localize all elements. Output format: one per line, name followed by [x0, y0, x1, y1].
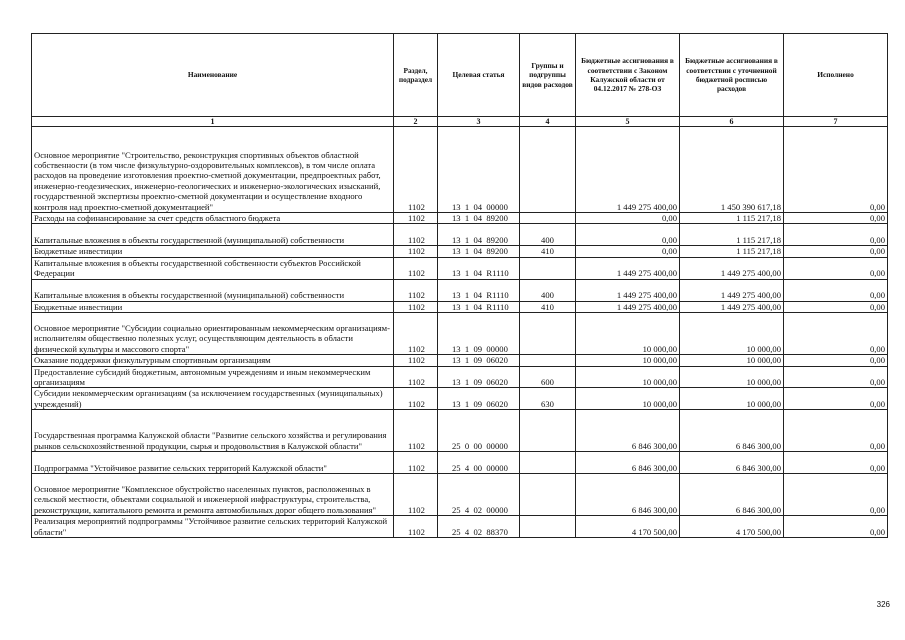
header-article: Целевая статья — [438, 34, 520, 117]
row-article: 13 1 04 R1110 — [438, 301, 520, 312]
page-number: 326 — [876, 600, 890, 609]
row-group: 410 — [520, 246, 576, 257]
row-article: 13 1 04 89200 — [438, 224, 520, 246]
row-revised-allocation: 1 449 275 400,00 — [680, 301, 784, 312]
row-executed: 0,00 — [784, 279, 888, 301]
row-section: 1102 — [394, 516, 438, 538]
row-revised-allocation: 1 115 217,18 — [680, 224, 784, 246]
row-article: 13 1 04 R1110 — [438, 257, 520, 279]
row-section: 1102 — [394, 127, 438, 213]
row-name: Предоставление субсидий бюджетным, автономным учреждениям и иным некоммерческим организациям — [32, 366, 394, 388]
row-section: 1102 — [394, 301, 438, 312]
header-executed: Исполнено — [784, 34, 888, 117]
row-article: 25 4 02 00000 — [438, 474, 520, 516]
row-article: 13 1 09 00000 — [438, 313, 520, 355]
row-name: Бюджетные инвестиции — [32, 301, 394, 312]
row-law-allocation: 10 000,00 — [576, 366, 680, 388]
row-article: 25 4 02 88370 — [438, 516, 520, 538]
table-row — [32, 301, 888, 312]
header-section: Раздел, подраздел — [394, 34, 438, 117]
row-name: Государственная программа Калужской области "Развитие сельского хозяйства и регулирования рынков сельскохозяйственной продукции, сырья и продовольствия в Калужской области" — [32, 410, 394, 452]
row-executed: 0,00 — [784, 313, 888, 355]
row-law-allocation: 10 000,00 — [576, 355, 680, 366]
row-group — [520, 213, 576, 224]
row-name: Основное мероприятие "Комплексное обустройство населенных пунктов, расположенных в сельской местности, объектами социальной и инженерной инфраструктуры, строительства, реконструкции, капитального ремонта и ремонта автомобильных дорог общего пользования" — [32, 474, 394, 516]
row-article: 13 1 04 00000 — [438, 127, 520, 213]
budget-table — [31, 33, 888, 538]
row-group: 410 — [520, 301, 576, 312]
column-number: 7 — [784, 117, 888, 127]
row-law-allocation: 4 170 500,00 — [576, 516, 680, 538]
row-executed: 0,00 — [784, 355, 888, 366]
row-section: 1102 — [394, 279, 438, 301]
row-executed: 0,00 — [784, 474, 888, 516]
row-section: 1102 — [394, 388, 438, 410]
row-executed: 0,00 — [784, 452, 888, 474]
header-groups: Группы и подгруппы видов расходов — [520, 34, 576, 117]
row-executed: 0,00 — [784, 246, 888, 257]
row-name: Реализация мероприятий подпрограммы "Устойчивое развитие сельских территорий Калужской области" — [32, 516, 394, 538]
row-executed: 0,00 — [784, 410, 888, 452]
row-revised-allocation: 10 000,00 — [680, 355, 784, 366]
row-section: 1102 — [394, 213, 438, 224]
row-law-allocation: 0,00 — [576, 246, 680, 257]
row-revised-allocation: 4 170 500,00 — [680, 516, 784, 538]
row-section: 1102 — [394, 410, 438, 452]
header-law-allocation: Бюджетные ассигнования в соответствии с Законом Калужской области от 04.12.2017 № 278-ОЗ — [576, 34, 680, 117]
row-law-allocation: 10 000,00 — [576, 313, 680, 355]
column-number: 2 — [394, 117, 438, 127]
row-section: 1102 — [394, 474, 438, 516]
row-revised-allocation: 10 000,00 — [680, 313, 784, 355]
table-row — [32, 516, 888, 538]
row-article: 25 4 00 00000 — [438, 452, 520, 474]
column-number: 5 — [576, 117, 680, 127]
row-revised-allocation: 6 846 300,00 — [680, 474, 784, 516]
row-law-allocation: 6 846 300,00 — [576, 452, 680, 474]
row-law-allocation: 0,00 — [576, 213, 680, 224]
table-row — [32, 452, 888, 474]
row-section: 1102 — [394, 313, 438, 355]
row-article: 13 1 09 06020 — [438, 366, 520, 388]
row-article: 13 1 09 06020 — [438, 355, 520, 366]
row-law-allocation: 6 846 300,00 — [576, 474, 680, 516]
row-law-allocation: 1 449 275 400,00 — [576, 257, 680, 279]
row-name: Основное мероприятие "Строительство, реконструкция спортивных объектов областной собственности (в том числе физкультурно-оздоровительных комплексов), в том числе оплата расходов на проведение изготовления проектно-сметной документации, предпроектных работ, инженерно-геодезических, инженерно-геологических и инженерно-экологических изысканий, государственной экспертизы проектно-сметной документации и осуществление входного контроля над проектно-сметной документацией" — [32, 127, 394, 213]
row-section: 1102 — [394, 257, 438, 279]
row-law-allocation: 1 449 275 400,00 — [576, 279, 680, 301]
header-name: Наименование — [32, 34, 394, 117]
header-row — [32, 34, 888, 117]
row-group — [520, 355, 576, 366]
row-article: 13 1 04 89200 — [438, 213, 520, 224]
row-law-allocation: 1 449 275 400,00 — [576, 127, 680, 213]
row-law-allocation: 0,00 — [576, 224, 680, 246]
row-article: 13 1 04 R1110 — [438, 279, 520, 301]
table-row — [32, 388, 888, 410]
row-revised-allocation: 10 000,00 — [680, 388, 784, 410]
row-name: Бюджетные инвестиции — [32, 246, 394, 257]
row-article: 25 0 00 00000 — [438, 410, 520, 452]
row-law-allocation: 1 449 275 400,00 — [576, 301, 680, 312]
row-section: 1102 — [394, 224, 438, 246]
row-law-allocation: 6 846 300,00 — [576, 410, 680, 452]
table-row — [32, 224, 888, 246]
table-row — [32, 127, 888, 213]
row-revised-allocation: 1 450 390 617,18 — [680, 127, 784, 213]
row-revised-allocation: 1 449 275 400,00 — [680, 257, 784, 279]
row-executed: 0,00 — [784, 366, 888, 388]
row-law-allocation: 10 000,00 — [576, 388, 680, 410]
row-revised-allocation: 1 115 217,18 — [680, 213, 784, 224]
column-number: 6 — [680, 117, 784, 127]
row-executed: 0,00 — [784, 127, 888, 213]
row-article: 13 1 09 06020 — [438, 388, 520, 410]
table-row — [32, 213, 888, 224]
row-group — [520, 313, 576, 355]
row-section: 1102 — [394, 246, 438, 257]
column-number-row — [32, 117, 888, 127]
row-group: 630 — [520, 388, 576, 410]
column-number: 1 — [32, 117, 394, 127]
table-row — [32, 279, 888, 301]
row-executed: 0,00 — [784, 213, 888, 224]
row-executed: 0,00 — [784, 224, 888, 246]
row-name: Капитальные вложения в объекты государственной (муниципальной) собственности — [32, 279, 394, 301]
row-name: Капитальные вложения в объекты государственной собственности субъектов Российской Федерации — [32, 257, 394, 279]
column-number: 3 — [438, 117, 520, 127]
row-name: Основное мероприятие "Субсидии социально ориентированным некоммерческим организациям-исполнителям общественно полезных услуг, осуществляющим деятельность в области физической культуры и массового спорта" — [32, 313, 394, 355]
table-row — [32, 366, 888, 388]
row-article: 13 1 04 89200 — [438, 246, 520, 257]
row-group — [520, 452, 576, 474]
row-executed: 0,00 — [784, 257, 888, 279]
row-group: 400 — [520, 279, 576, 301]
row-name: Расходы на софинансирование за счет средств областного бюджета — [32, 213, 394, 224]
table-row — [32, 474, 888, 516]
table-row — [32, 313, 888, 355]
row-group: 400 — [520, 224, 576, 246]
row-group — [520, 474, 576, 516]
row-revised-allocation: 1 115 217,18 — [680, 246, 784, 257]
row-executed: 0,00 — [784, 388, 888, 410]
row-revised-allocation: 1 449 275 400,00 — [680, 279, 784, 301]
table-row — [32, 410, 888, 452]
row-revised-allocation: 6 846 300,00 — [680, 410, 784, 452]
row-name: Субсидии некоммерческим организациям (за исключением государственных (муниципальных) учреждений) — [32, 388, 394, 410]
column-number: 4 — [520, 117, 576, 127]
table-row — [32, 246, 888, 257]
row-name: Подпрограмма "Устойчивое развитие сельских территорий Калужской области" — [32, 452, 394, 474]
row-revised-allocation: 6 846 300,00 — [680, 452, 784, 474]
row-section: 1102 — [394, 452, 438, 474]
row-executed: 0,00 — [784, 516, 888, 538]
table-row — [32, 355, 888, 366]
row-section: 1102 — [394, 355, 438, 366]
row-group — [520, 516, 576, 538]
row-group: 600 — [520, 366, 576, 388]
row-section: 1102 — [394, 366, 438, 388]
row-executed: 0,00 — [784, 301, 888, 312]
table-row — [32, 257, 888, 279]
row-revised-allocation: 10 000,00 — [680, 366, 784, 388]
row-group — [520, 127, 576, 213]
row-name: Капитальные вложения в объекты государственной (муниципальной) собственности — [32, 224, 394, 246]
row-group — [520, 410, 576, 452]
row-group — [520, 257, 576, 279]
row-name: Оказание поддержки физкультурным спортивным организациям — [32, 355, 394, 366]
header-revised-allocation: Бюджетные ассигнования в соответствии с уточненной бюджетной росписью расходов — [680, 34, 784, 117]
table-body — [32, 127, 888, 538]
